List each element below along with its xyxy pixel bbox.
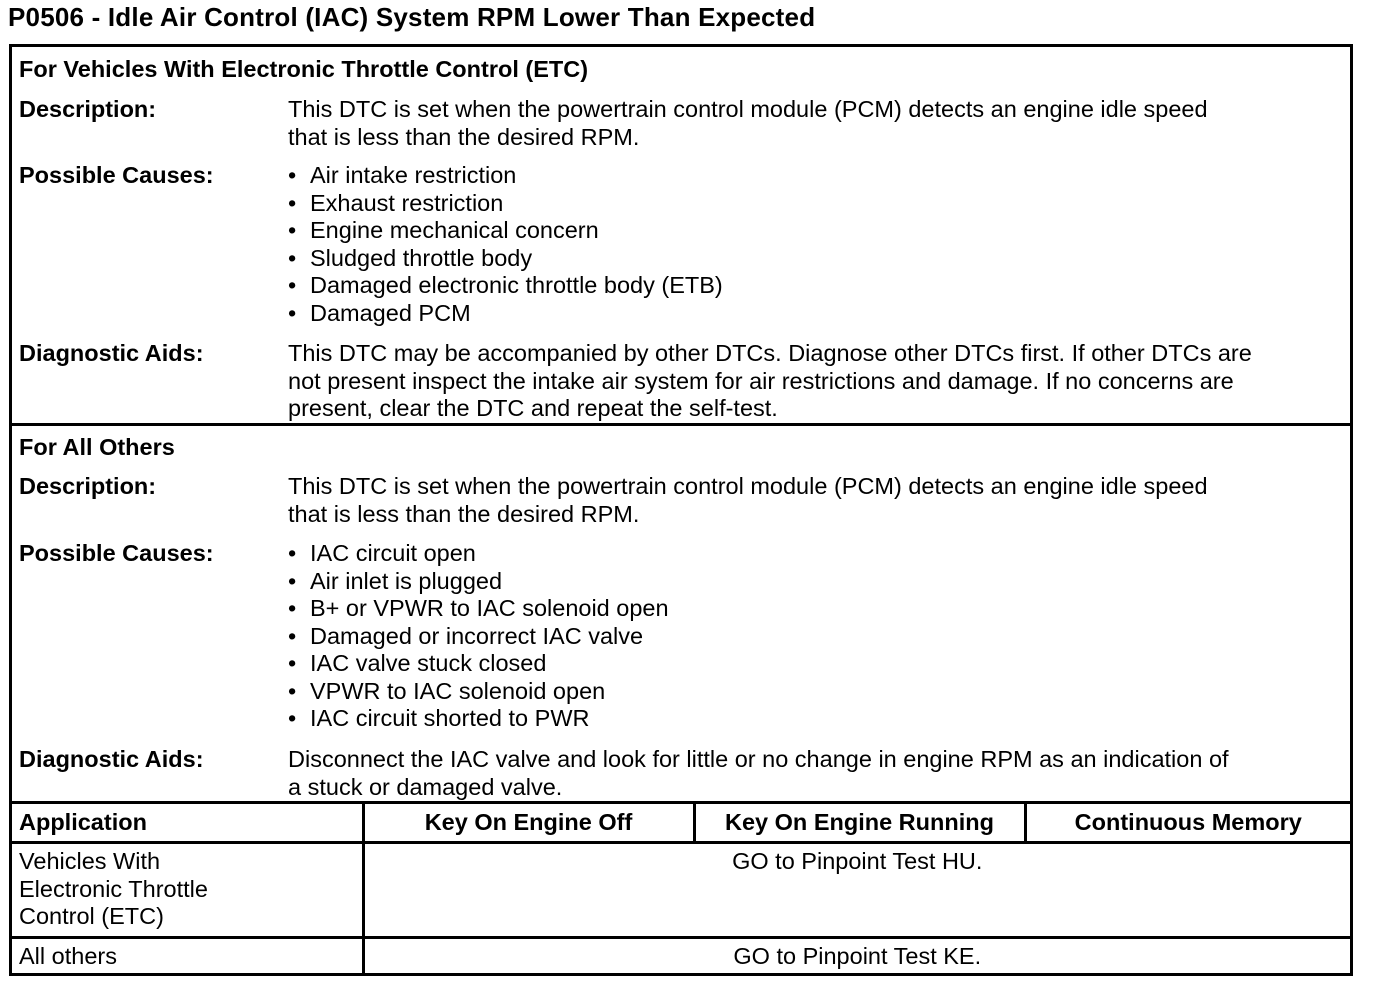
diagnostic-aids-label: Diagnostic Aids: [19, 340, 204, 366]
cause-item: • Damaged electronic throttle body (ETB) [288, 272, 1342, 300]
possible-causes-label: Possible Causes: [19, 162, 214, 188]
section-heading: For Vehicles With Electronic Throttle Control (ETC) [19, 56, 589, 82]
cause-item: • Damaged PCM [288, 300, 1342, 328]
cause-item: • IAC circuit shorted to PWR [288, 705, 1342, 733]
cause-item: • IAC circuit open [288, 540, 1342, 568]
description-line: This DTC is set when the powertrain control module (PCM) detects an engine idle speed [288, 473, 1208, 499]
pinpoint-test-action: GO to Pinpoint Test HU. [363, 843, 1350, 938]
aids-line: This DTC may be accompanied by other DTCs. Diagnose other DTCs first. If other DTCs are [288, 340, 1252, 366]
possible-causes [288, 540, 1342, 733]
application-line: All others [19, 943, 117, 969]
application-line: Electronic Throttle [19, 875, 208, 902]
aids-line: a stuck or damaged valve. [288, 773, 563, 800]
page-title: P0506 - Idle Air Control (IAC) System RPM Lower Than Expected [8, 2, 816, 32]
cause-item: • IAC valve stuck closed [288, 650, 1342, 678]
cause-item: • Damaged or incorrect IAC valve [288, 623, 1342, 651]
description-line: This DTC is set when the powertrain control module (PCM) detects an engine idle speed [288, 96, 1208, 122]
cause-item: • Engine mechanical concern [288, 217, 1342, 245]
possible-causes-label: Possible Causes: [19, 540, 214, 566]
cause-item: • Air intake restriction [288, 162, 1342, 190]
application-line: Vehicles With [19, 848, 161, 874]
column-header-koeo: Key On Engine Off [363, 804, 694, 843]
diagnostic-aids-text [288, 746, 1342, 801]
application-cell [12, 938, 363, 974]
description-label: Description: [19, 96, 157, 122]
cause-item: • Sludged throttle body [288, 245, 1342, 273]
possible-causes [288, 162, 1342, 327]
section-all-others [12, 426, 1350, 804]
table-header-row [12, 804, 1350, 843]
pinpoint-test-action: GO to Pinpoint Test KE. [733, 943, 982, 969]
column-header-koer: Key On Engine Running [694, 804, 1025, 843]
section-heading: For All Others [19, 434, 175, 460]
diagnostic-aids-label: Diagnostic Aids: [19, 746, 204, 772]
diagnostic-aids-text [288, 340, 1342, 423]
cause-item: • Exhaust restriction [288, 190, 1342, 218]
dtc-sheet [9, 44, 1353, 976]
aids-line: Disconnect the IAC valve and look for little or no change in engine RPM as an indication of [288, 746, 1229, 772]
application-table [12, 804, 1350, 973]
cause-item: • B+ or VPWR to IAC solenoid open [288, 595, 1342, 623]
cause-item: • VPWR to IAC solenoid open [288, 678, 1342, 706]
table-row [12, 938, 1350, 974]
aids-line: not present inspect the intake air system for air restrictions and damage. If no concerns are [288, 367, 1234, 394]
description-line: that is less than the desired RPM. [288, 123, 640, 150]
column-header-continuous-memory: Continuous Memory [1025, 804, 1350, 843]
table-row [12, 843, 1350, 938]
application-line: Control (ETC) [19, 903, 164, 929]
column-header-application: Application [12, 804, 363, 843]
application-cell [12, 843, 363, 938]
aids-line: present, clear the DTC and repeat the self-test. [288, 395, 778, 421]
cause-item: • Air inlet is plugged [288, 568, 1342, 596]
description-line: that is less than the desired RPM. [288, 500, 640, 527]
description-text [288, 473, 1342, 528]
description-text [288, 96, 1342, 151]
description-label: Description: [19, 473, 157, 499]
section-etc [12, 47, 1350, 426]
